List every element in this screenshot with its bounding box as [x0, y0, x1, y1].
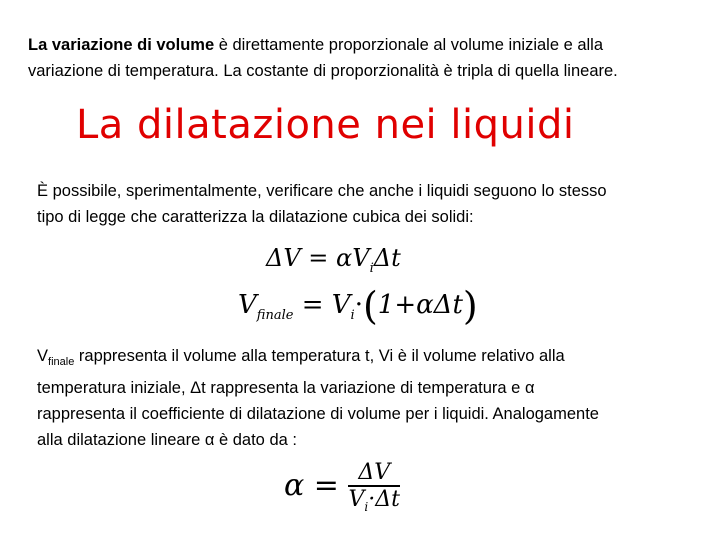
- formula-volume-change: [266, 244, 401, 276]
- page-title: La dilatazione nei liquidi: [76, 102, 575, 148]
- formula2-eq-sub: i: [350, 308, 355, 323]
- explanation-v-symbol: V: [37, 347, 49, 365]
- formula1-rhs: Δt: [373, 244, 401, 272]
- explanation-line-1-rest: rappresenta il volume alla temperatura t, Vi è il volume relativo alla: [74, 347, 565, 365]
- formula1-sub: i: [369, 261, 374, 276]
- formula3-lhs: α =: [284, 468, 339, 503]
- intro-paragraph: [28, 32, 692, 84]
- formula2-inner: 1+αΔt: [377, 290, 463, 320]
- intro-line-2: variazione di temperatura. La costante di proporzionalità è tripla di quella lineare.: [28, 62, 618, 80]
- formula3-den-main: V: [348, 487, 365, 512]
- explanation-line-3: rappresenta il coefficiente di dilatazione di volume per i liquidi. Analogamente: [37, 405, 599, 423]
- formula2-eq: = V: [293, 290, 351, 320]
- formula2-lhs-sub: finale: [256, 308, 294, 323]
- explanation-line-2: temperatura iniziale, Δt rappresenta la variazione di temperatura e α: [37, 379, 535, 397]
- explanation-v-sub: finale: [48, 356, 75, 368]
- formula3-den-sub: i: [364, 500, 369, 514]
- formula2-dot: ·: [354, 290, 363, 320]
- formula3-numerator: ΔV: [348, 460, 399, 487]
- formula3-den-rest: ·Δt: [368, 487, 400, 512]
- formula2-open-paren: (: [362, 284, 378, 328]
- formula3-denominator: [348, 487, 399, 514]
- formula3-fraction: [348, 460, 399, 514]
- explanation-paragraph: [37, 343, 667, 453]
- formula-final-volume: [238, 284, 478, 328]
- explanation-line-4: alla dilatazione lineare α è dato da :: [37, 431, 297, 449]
- formula1-lhs: ΔV = αV: [266, 244, 370, 272]
- intro-text: è direttamente proporzionale al volume iniziale e alla: [214, 36, 604, 54]
- formula-alpha: [284, 460, 400, 514]
- intro-bold-phrase: La variazione di volume: [28, 36, 215, 54]
- description-line-2: tipo di legge che caratterizza la dilatazione cubica dei solidi:: [37, 208, 474, 226]
- description-line-1: È possibile, sperimentalmente, verificare che anche i liquidi seguono lo stesso: [37, 182, 607, 200]
- formula2-close-paren: ): [462, 284, 478, 328]
- explanation-line-1: [37, 343, 667, 375]
- formula2-lhs: V: [238, 290, 257, 320]
- intro-line-1: [28, 32, 692, 58]
- description-paragraph: [37, 178, 667, 230]
